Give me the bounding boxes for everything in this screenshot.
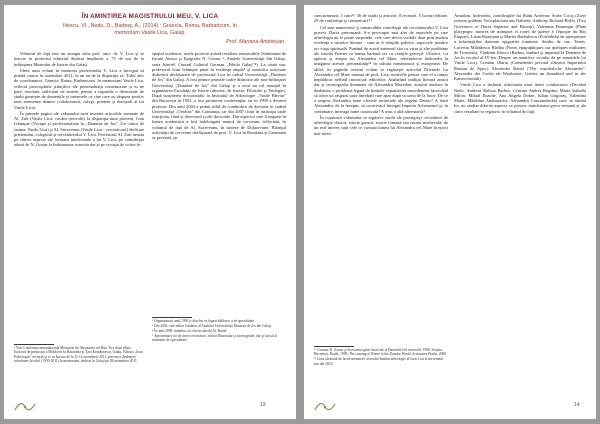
paragraph: Ideea unui volum în memoria profesorului V. Lica a încoţpat să prindă contur în noiembrie 2011, la un an de la dispariţia sa. Titlul ales de coordonatori, Graecia, Roma, Barbaricum. In memoriam Vasile Lica, reflectă preocupările ştiinţifice ale personalităţii comemorate şi m ne pare, totodată, sufficient de sintetic pentru a cuprinde o diversitate de studii generate de domeniile şi interesele ce căre care ou răspuns pozitiv unei asemenea demers (colaboratori, colegi, prieteni şi discipoli ai lui Vasile Lica). <box>14 67 144 110</box>
footnote-text: ¹³ Lista alcătuită de Iacob memoriei al noului Institut arheologic al Ioan Lica la mecenatul său din 2010. <box>314 357 444 366</box>
paragraph: spaţiul academic, unele proiecte având rezultate remarcabile (Seminarul de Istorie Antica şi Epigrafie N. Gostar ², Analele Universităţii din Galaţi, seria Istorie³, Central Cultural German „Fibula Galaţi"⁴). La căută sau, profesorul Ivan Ivlampie pune în evidenţă ampla⁵ şi marinica activitate didactică desfăşurată de profesorul Lica în cadrul Universităţii „Dunărea de Jos" din Galaţi. A fost printre primele cadre didactice ale nou-înfiinţatei Universităţi „Dunărea de Jos" din Galaţi şi a avut un rol esenţial în organizarea Facultăţii de Istorie (ulterior, de Istorie, Filosofie şi Teologie). După susţinerea doctoratului la Institutul de Arheologie „Vasile Pârvan" din Bucureşti în 1992, a fost promovat conferenţiar, iar în 1999 a devenit profesor. Din anul 2004 a primit titlul de conducător de doctorat în cadrul Universităţii „Ovidius" din Constanţa, iar din 2007 chiar în instituţia unde funcţiona, fiind şi directorul şcolii doctorale. Dar aspectul care îi impune în lumea academică a fost îndelungata muncă de cercetare, reflectată, în volumul de faţă de Al. Suceveanu, în sinteze de Doktorvater. Bilanţul activităţii de cercetare desfăşurată de prof. V. Lica în România şi Germania se prezintă, pe <box>152 51 286 140</box>
paragraph: În cuprinsul volumului se regăsesc studii ale prestigioşi cercetători de arheologie clasică, istorie greacă, istorie romană sau istorie medievală; de un real interes sunt cele ce vizează lumea lui Alexandru cel Mare în epoci mai târzii. <box>314 114 448 136</box>
paragraph: Volumul de faţă este un omagiu adus prof. univ. dr. V. Lica şi se înscrie în proiectul editorial dedicat împlinirii a 75 de ani de la înfiinţarea Muzeului de Istorie din Galaţi. <box>14 51 144 67</box>
footnote-divider <box>152 317 192 318</box>
right-column-1 <box>314 13 448 137</box>
page-number: 14 <box>574 402 580 408</box>
left-column-2 <box>152 51 286 141</box>
paragraph: Amintim, îndeosebi, contribuţiile lui Radu Ardevan, Sorin Cociş (Zwei weitere goldene Votivplatchen aus Dakien), Anthony Richard Birley (Two Governors of Dacia Superior and Britain), Valentina Bounegru (Plata platypegis: navires de transport et roues de guerre à l'époque du Bas Empire), Lizan Buzoianu şi Mariei Barbulescu (Posibilităţi de interpretare a informaţiilor datorate epigrafiei tomitane. Studiu de caz: Tomis, Lucretiu Mihăilescu Bîrliba (Notes épigraphiques sur quelques militaires de Troesmis), Vladimir Iliescu (Barbus, barbari şi imperiul la Dunărea de Jos în secolul al IV-lea. Despre un manifest: ecoului de pe monedele lui Vasile Lica), Cristian Olariu (Considerări privind sfârşitul Imperiului Roman de Apus), Alexander Rubel ("Der wunderliche Alexander". Alexander der Große als Wertkaiser. Gothes im Annaltied und in der Kaiserchronik). <box>454 13 586 81</box>
ornament-icon <box>314 401 336 413</box>
citation-line-2: memoriam Vasile Lica, Galaţi. <box>114 29 186 36</box>
article-title: ÎN AMINTIREA MAGISTRULUI MEU, V. LICA <box>81 13 219 20</box>
footnote-divider <box>14 344 54 345</box>
citation-authors <box>14 23 286 37</box>
footnote-text: ¹² Coautor R. Gostar şi Scrisoarea grim-dacei ale is Barandoi Ioli neverold, 1998, Scripta, Bucureşti, Braila, 1999; The coming of Rome to the Danube World, Scrisoarea Braila, 2000. <box>314 348 447 357</box>
citation-line-1: Iliescu, Vl., Nedu, D., Barboş, A., (2014) : Graecia, Roma, Barbaricum. In <box>62 23 238 29</box>
footnote-text: ⁵ Aproximativ tot de tineri cercetători, istoria Bizantului şi istoriografie, dar şi cursul al seminarii de specialitate. <box>152 333 278 343</box>
page-number: 13 <box>260 402 266 408</box>
footnote-text: ² Organizatorii anul 1990 şi deschis cu legata bibliotec a de specialitate. <box>152 319 255 323</box>
paragraph: Vasile Lica a încheiat activitatea unor tineri colaboratori (Decebal Nedu, Andreea Raluca Barbos, Cristina Andrei Bogdan, Maria Isabella Miron, Mihail Enache, Ana Angela Dobre, Iulian Grigoraş, Valentina Matei, Mădălina Andronache, Alexandru Constandache) care, ta rândul lor, au studiat diferite aspecte ce privesc antichitatea greco-romană şi ale căror rezultate se regăsesc în volumul de faţă. <box>454 82 586 114</box>
footnote-divider <box>314 346 354 347</box>
author-signature: Prof. Mariana Andrieşan <box>226 39 284 45</box>
paragraph: Cel mai numeroase şi remarcabile contribuţii ale cercetătorului V. Lica privesc Dacia preromană. S-a preocupat mai ales de aspectele pe care arheologia nu le poate surprinde, cele care devin vizibile doar prin analiza evidenţă a surselor literare - cum ar fi relaţiile politice, aspectele juridice ori viaţa spirituală. Punând de acord interesul său ca vizat şi alte probleme ale istoriei Romei cu lumea barbară ori cu cetăţile greceşti. Ulterior, s-a aplecat şi asupra lui Alexandru cel Mare, referindu-se îndeosebi la imaginea acestei personalităţi¹⁴ în cultura românească şi europeană. De altfel, în paginile acestui volum se regăseşte articolul Dilemele lui Alexandru cel Mare semnat de prof. Lica, motivele pentru care el a ramas nepublicat nefiind cunoscute editorilor. Analizând tradiţia literară antică dar şi istoriografia dominate de Alexandru Macedon, autorul readuce în dezbatere o problemă legată de limitele expansiunii macedonene încercând să ofere un răspuns unor întrebări care apar după victoria de la Issos: De ce a respins Alexandru toate ofertele teritoriale ale regelui Darius? A dorit Alexandru, de la început, să cucerească întregul Imperiu Achemenid şi, în continuare, întreaga lume cunoscută? A avut o altă alternativă? <box>314 24 448 114</box>
right-column-2 <box>454 13 586 115</box>
left-column-1 <box>14 51 144 149</box>
ornament-icon <box>14 401 36 413</box>
footnote-text: ³ Din 2002, este editor fondator al Analelor Universităţii Dunarea de Jos din Galaţi. <box>152 323 272 328</box>
footnote-text: ⁴ În anul 2009, membru al colectivului de Al. Rubel. <box>152 328 228 333</box>
paragraph: cum urmează: 3 carti¹², 36 de studii şi articole, 8 recenzii, 5 lucrari editate, 29 de conferinţe şi comunicari.¹³ <box>314 13 448 24</box>
footnote-text: ¹ Vezi Conferinţa internaţională Memoriei lui Alexandru cel Bun. În a doua ediţie, Istoricul de primă aur a Moldovei la Basarabia şi Ţara Românească, Galaţi, Editura „Ioan Paleologue" rectorul şi se va bucura de la 11-12 noiembrie 2011, precum o dezbatere referitoare la rolul (1950-2011) în memoriam, dedicat în Galaţi pe 28 noiembrie 2011. <box>14 346 143 364</box>
footnotes <box>152 319 286 343</box>
footnote <box>14 346 144 364</box>
left-page <box>4 5 296 419</box>
paragraph: În primele pagini ale volumului sunt inserate articolele semnate de Al. Zub (Vasile Lica: cuvânt (necrolit) la dispariţia unui prieten), Ivan Ivlampie (Vocaţie şi profesionalism la „Dunarea de Jos". Un cititor de seama: Vasile Lica) şi Al. Suceveanu (Vasile Lica - cercetătorul) dedicate prietenului, colegului şi cercetătorului V. Lica. Profesorul Al. Zub insista pe câteva aspecte ale formarii intelectuale a lui V. Lica, pe contribuţia adusă de N. Gostar la îndrumarea acestuia dar şi pe vocaţia de cititor în <box>14 110 144 148</box>
right-page <box>304 5 596 419</box>
footnotes <box>314 348 448 367</box>
